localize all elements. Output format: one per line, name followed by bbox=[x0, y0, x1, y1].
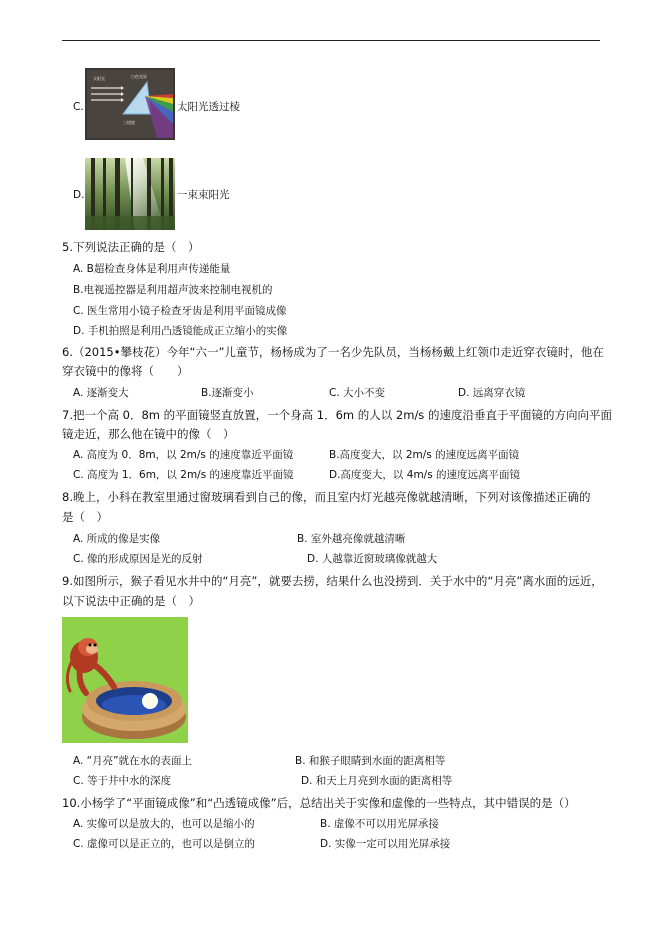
header-rule bbox=[62, 40, 600, 41]
q9-option-c: C. 等于井中水的深度 bbox=[73, 775, 172, 787]
q8-stem-line1: 8.晚上，小科在教室里通过窗玻璃看到自己的像，而且室内灯光越亮像就越清晰，下列对该像描述正确的 bbox=[62, 490, 591, 504]
q7-option-c: C. 高度为 1．6m，以 2m/s 的速度靠近平面镜 bbox=[73, 469, 294, 481]
q5-option-a: A. B超检查身体是利用声传递能量 bbox=[73, 263, 231, 275]
prev-option-d-letter: D. bbox=[73, 189, 85, 201]
q7-stem-line2: 镜走近，那么他在镜中的像（ ） bbox=[62, 427, 235, 441]
q8-stem-line2: 是（ ） bbox=[62, 510, 108, 524]
forest-drawing bbox=[85, 158, 175, 230]
monkey-well-drawing bbox=[62, 617, 188, 743]
prism-diagram bbox=[85, 68, 175, 140]
q10-option-d: D. 实像一定可以用光屏承接 bbox=[320, 838, 451, 850]
prism-label-side: 白色光屏 bbox=[131, 74, 147, 79]
q9-stem-line2: 以下说法中正确的是（ ） bbox=[62, 594, 200, 608]
prism-label-top: 太阳光 bbox=[93, 76, 105, 81]
q6-stem-line2: 穿衣镜中的像将（ ） bbox=[62, 364, 189, 378]
q8-option-c: C. 像的形成原因是光的反射 bbox=[73, 553, 203, 565]
q6-option-c: C. 大小不变 bbox=[329, 387, 386, 399]
q8-option-b: B. 室外越亮像就越清晰 bbox=[297, 533, 406, 545]
q5-option-d: D. 手机拍照是利用凸透镜能成正立缩小的实像 bbox=[73, 325, 288, 337]
prism-label-bottom: 三棱镜 bbox=[123, 120, 135, 125]
q7-option-a: A. 高度为 0．8m，以 2m/s 的速度靠近平面镜 bbox=[73, 449, 294, 461]
q10-option-a: A. 实像可以是放大的，也可以是缩小的 bbox=[73, 818, 255, 830]
q6-option-a: A. 逐渐变大 bbox=[73, 387, 129, 399]
q6-option-d: D. 远离穿衣镜 bbox=[458, 387, 526, 399]
q9-option-a: A. “月亮”就在水的表面上 bbox=[73, 755, 193, 767]
prev-option-c-letter: C. bbox=[73, 101, 84, 113]
q5-stem: 5.下列说法正确的是（ ） bbox=[62, 240, 200, 254]
q7-option-b: B.高度变大，以 2m/s 的速度远离平面镜 bbox=[329, 449, 520, 461]
q7-option-d: D.高度变大，以 4m/s 的速度远离平面镜 bbox=[329, 469, 521, 481]
q8-option-a: A. 所成的像是实像 bbox=[73, 533, 161, 545]
q9-option-b: B. 和猴子眼睛到水面的距离相等 bbox=[295, 755, 446, 767]
q10-option-b: B. 虚像不可以用光屏承接 bbox=[320, 818, 439, 830]
q10-option-c: C. 虚像可以是正立的，也可以是倒立的 bbox=[73, 838, 256, 850]
q5-option-c: C. 医生常用小镜子检查牙齿是利用平面镜成像 bbox=[73, 305, 287, 317]
q6-option-b: B.逐渐变小 bbox=[201, 387, 254, 399]
q5-option-b: B.电视遥控器是利用超声波来控制电视机的 bbox=[73, 284, 273, 296]
prism-sunlight-image bbox=[85, 68, 175, 140]
q6-stem-line1: 6.（2015•攀枝花）今年“六一”儿童节，杨杨成为了一名少先队员，当杨杨戴上红领巾走近穿衣镜时，他在 bbox=[62, 345, 604, 359]
monkey-well-image bbox=[62, 617, 188, 743]
forest-sunbeam-image bbox=[85, 158, 175, 230]
q9-stem-line1: 9.如图所示，猴子看见水井中的“月亮”，就要去捞，结果什么也没捞到．关于水中的“月亮”离水面的远近， bbox=[62, 574, 603, 588]
q7-stem-line1: 7.把一个高 0．8m 的平面镜竖直放置，一个身高 1．6m 的人以 2m/s 的速度沿垂直于平面镜的方向向平面 bbox=[62, 408, 612, 422]
q10-stem: 10.小杨学了“平面镜成像”和“凸透镜成像”后，总结出关于实像和虚像的一些特点，其中错误的是（） bbox=[62, 796, 576, 810]
prev-option-d-text: 一束束阳光 bbox=[177, 189, 230, 201]
prev-option-c-text: 太阳光透过棱 bbox=[177, 101, 240, 113]
q9-option-d: D. 和天上月亮到水面的距离相等 bbox=[301, 775, 453, 787]
q8-option-d: D. 人越靠近窗玻璃像就越大 bbox=[307, 553, 438, 565]
